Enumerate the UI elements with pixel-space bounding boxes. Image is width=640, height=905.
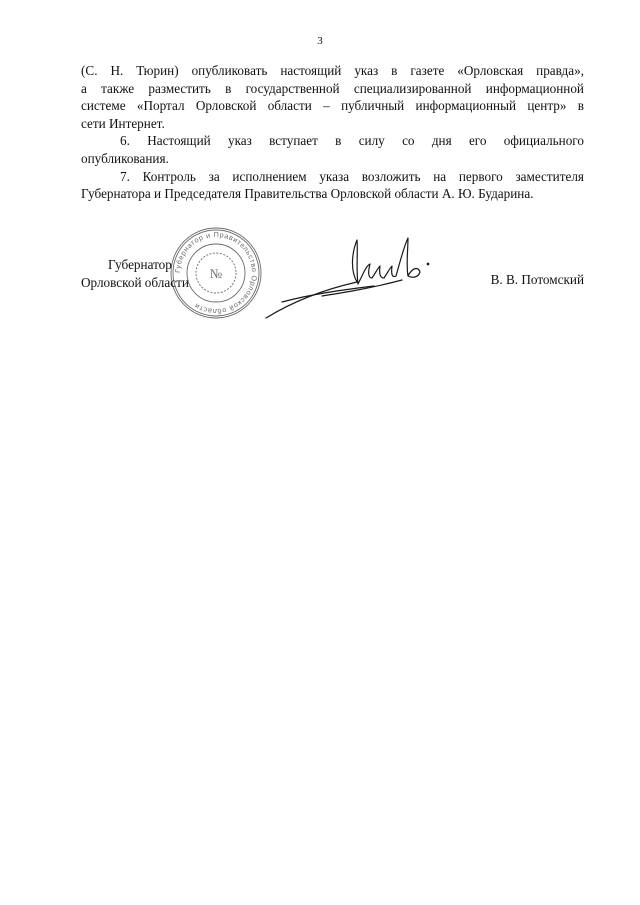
paragraph-6-line-1: 6. Настоящий указ вступает в силу со дня его официального: [120, 133, 584, 149]
page-number: 3: [317, 35, 323, 47]
paragraph-7-line-2: Губернатора и Председателя Правительства Орловской области А. Ю. Бударина.: [81, 186, 534, 202]
document-body: [81, 62, 584, 203]
paragraph-5-line-4: сети Интернет.: [81, 115, 165, 131]
seal-ring-text: Губернатор и Правительство Орловской области: [172, 229, 260, 317]
paragraph-7-line-1: 7. Контроль за исполнением указа возложить на первого заместителя: [120, 168, 584, 184]
signatory-title-line-2: Орловской области: [81, 275, 189, 290]
signatory-title: [81, 256, 189, 292]
paragraph-5-line-1: (С. Н. Тюрин) опубликовать настоящий указ в газете «Орловская правда»,: [81, 63, 584, 78]
paragraph-6-line-2: опубликования.: [81, 150, 169, 166]
seal-center-text: №: [209, 266, 223, 281]
signatory-title-line-1: Губернатор: [108, 257, 172, 272]
signatory-name: В. В. Потомский: [490, 272, 584, 287]
paragraph-5-line-3: системе «Портал Орловской области – публичный информационный центр» в: [81, 98, 584, 114]
paragraph-5-line-2: а также разместить в государственной специализированной информационной: [81, 80, 584, 96]
handwritten-signature: [262, 232, 442, 322]
